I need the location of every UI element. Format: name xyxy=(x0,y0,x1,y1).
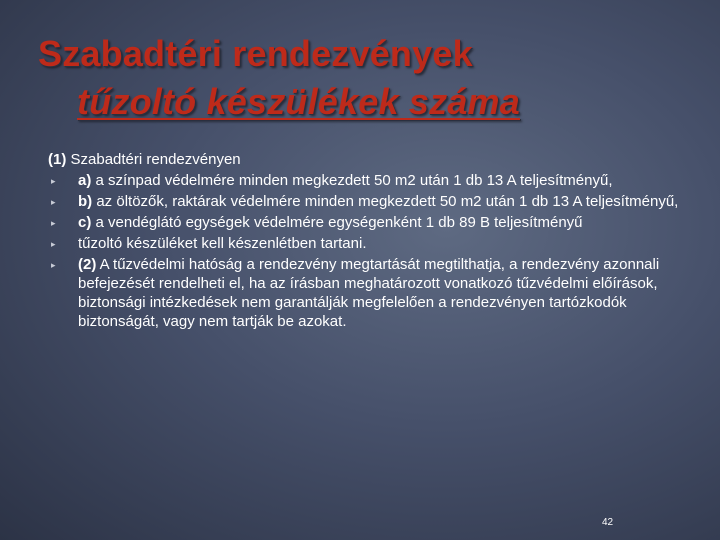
arrow-bullet-icon: ▸ xyxy=(51,176,56,186)
list-item-marker: a) xyxy=(78,172,92,189)
slide-title-line-2: tűzoltó készülékek száma xyxy=(77,81,520,122)
list-item xyxy=(48,192,688,211)
list-item-text: tűzoltó készüléket kell készenlétben tartani. xyxy=(78,235,367,252)
list-item xyxy=(48,255,688,331)
arrow-bullet-icon: ▸ xyxy=(51,260,56,270)
list-item-text: a színpad védelmére minden megkezdett 50 m2 után 1 db 13 A teljesítményű, xyxy=(91,172,613,189)
intro-paragraph xyxy=(48,150,688,169)
list-item-marker: b) xyxy=(78,193,93,210)
arrow-bullet-icon: ▸ xyxy=(51,239,56,249)
slide-body xyxy=(48,150,688,333)
arrow-bullet-icon: ▸ xyxy=(51,197,56,207)
bullet-list xyxy=(48,171,688,331)
arrow-bullet-icon: ▸ xyxy=(51,218,56,228)
slide-title-line-1: Szabadtéri rendezvények xyxy=(38,33,473,74)
list-item xyxy=(48,171,688,190)
intro-text: Szabadtéri rendezvényen xyxy=(66,151,241,168)
list-item xyxy=(48,213,688,232)
list-item-marker: (2) xyxy=(78,256,97,273)
intro-number: (1) xyxy=(48,151,67,168)
list-item-text: az öltözők, raktárak védelmére minden megkezdett 50 m2 után 1 db 13 A teljesítményű, xyxy=(92,193,679,210)
page-number: 42 xyxy=(602,517,614,528)
list-item xyxy=(48,234,688,253)
list-item-text: A tűzvédelmi hatóság a rendezvény megtartását megtilthatja, a rendezvény azonnali befejezését rendelheti el, ha az írásban meghatározott vonatkozó tűzvédelmi előírások, biztonsági intézkedések nem garantálják megfelelően a rendezvényen tartózkodók biztonságát, vagy nem tartják be azokat. xyxy=(78,256,660,330)
list-item-marker: c) xyxy=(78,214,92,231)
list-item-text: a vendéglátó egységek védelmére egységenként 1 db 89 B teljesítményű xyxy=(91,214,583,231)
